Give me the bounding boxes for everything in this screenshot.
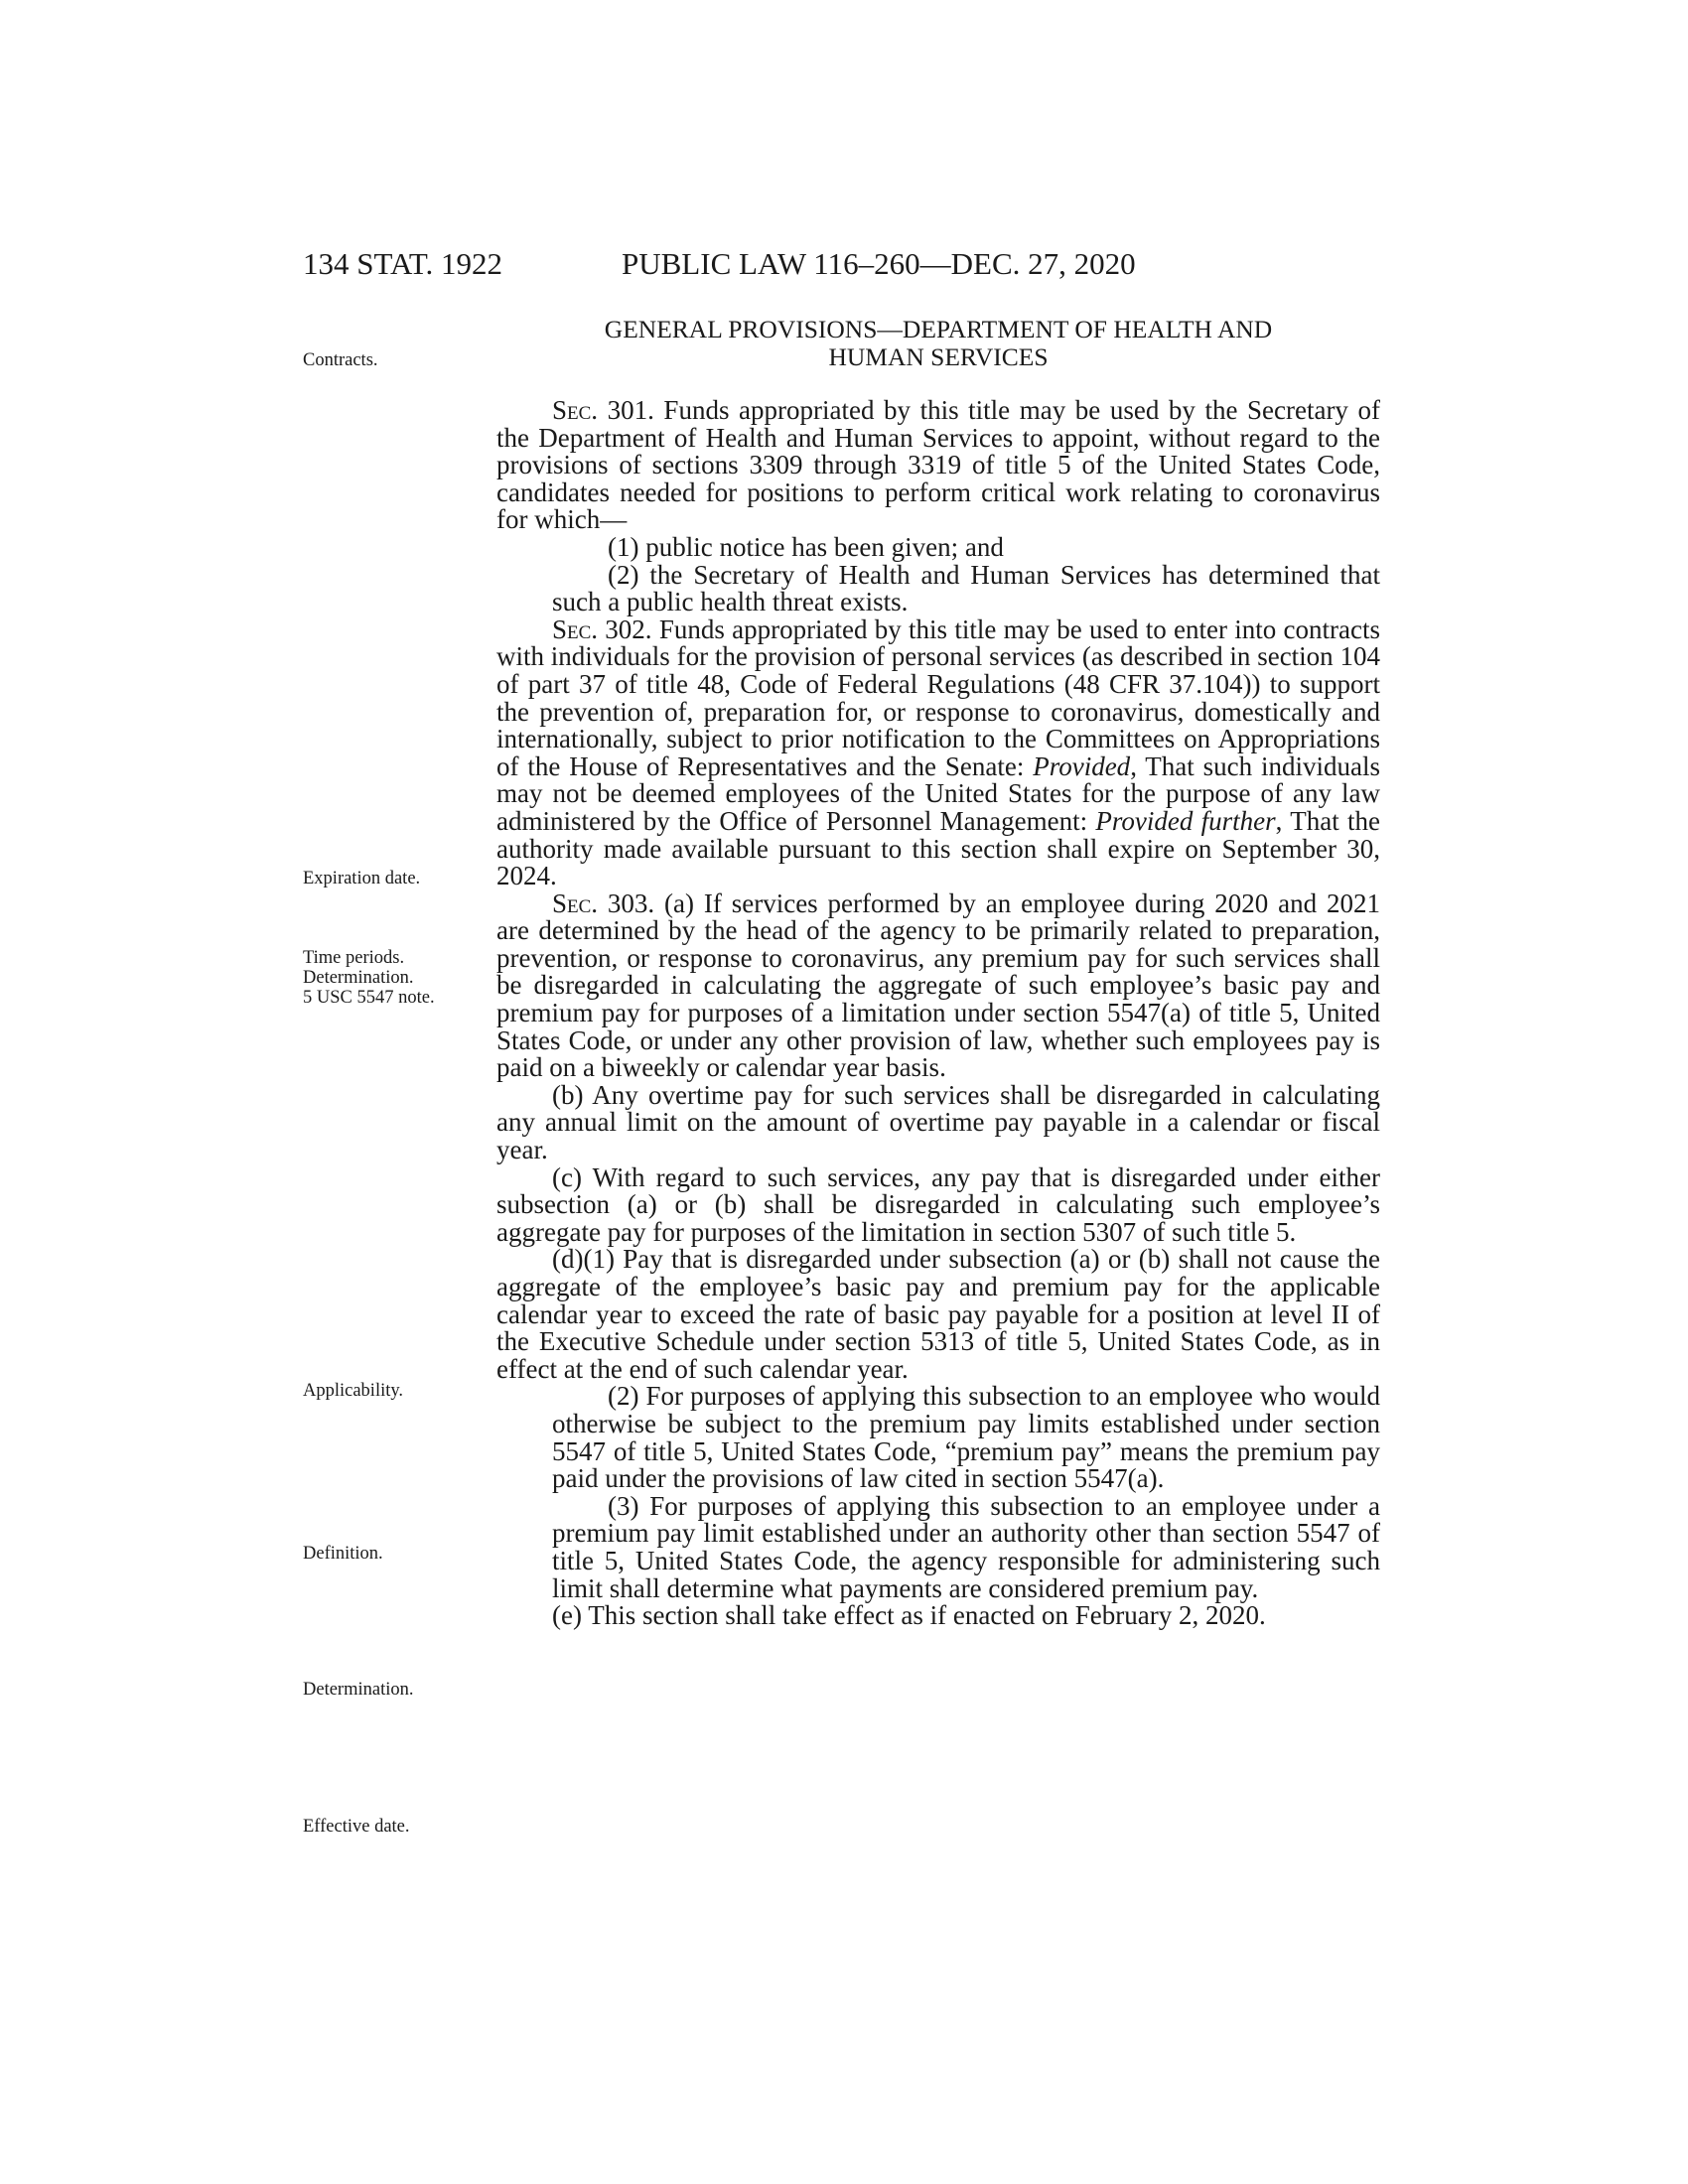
section-302-text-a: 302. Funds appropriated by this title may be used to enter into contracts with individuals for the provision of personal services (as described in section 104 of part 37 of title 48, Code of Federal Regulations (48 CFR 37.104)) to support the prevention of, preparation for, or response to coronavirus, domestically and internationally, subject to prior notification to the Committees on Appropriations of the House of Representatives and the Senate:	[496, 614, 1380, 781]
margin-note-determination: Determination.	[303, 968, 414, 988]
heading-line-1: GENERAL PROVISIONS—DEPARTMENT OF HEALTH AND	[604, 315, 1273, 343]
provided-further-proviso: Provided further	[1095, 805, 1276, 836]
section-303-subsection-c: (c) With regard to such services, any pay that is disregarded under either subsection (a) or (b) shall be disregarded in calculating such employee’s aggregate pay for purposes of the limitation in section 5307 of such title 5.	[496, 1161, 1380, 1247]
section-301-paragraph	[496, 397, 1380, 534]
section-303-subsection-d1: (d)(1) Pay that is disregarded under subsection (a) or (b) shall not cause the aggregate of the employee’s basic pay and premium pay for the applicable calendar year to exceed the rate of basic pay payable for a position at level II of the Executive Schedule under section 5313 of title 5, United States Code, as in effect at the end of such calendar year.	[496, 1244, 1380, 1384]
section-302-text-b: , That such individuals may not be deemed employees of the United States for the purpose of any law administered by the Office of Personnel Management:	[496, 751, 1380, 836]
section-303-subsection-d3: (3) For purposes of applying this subsection to an employee under a premium pay limit established under an authority other than section 5547 of title 5, United States Code, the agency responsible for administering such limit shall determine what payments are considered premium pay.	[552, 1490, 1380, 1603]
section-301-item-2: (2) the Secretary of Health and Human Services has determined that such a public health threat exists.	[552, 559, 1380, 617]
section-heading	[496, 316, 1380, 371]
section-label: Sec.	[552, 395, 599, 425]
heading-line-2: HUMAN SERVICES	[828, 342, 1049, 371]
margin-note-definition: Definition.	[303, 1544, 383, 1564]
section-302-text-c: , That the authority made available pursuant to this section shall expire on September 30, 2024.	[496, 805, 1380, 891]
margin-note-determination-2: Determination.	[303, 1680, 414, 1700]
statute-body	[496, 397, 1380, 1630]
margin-note-contracts: Contracts.	[303, 350, 378, 370]
margin-note-time-periods: Time periods.	[303, 948, 405, 968]
section-303-subsection-d2: (2) For purposes of applying this subsection to an employee who would otherwise be subject to the premium pay limits established under section 5547 of title 5, United States Code, “premium pay” means the premium pay paid under the provisions of law cited in section 5547(a).	[552, 1381, 1380, 1494]
public-law-header: PUBLIC LAW 116–260—DEC. 27, 2020	[622, 246, 1136, 281]
statute-page-reference: 134 STAT. 1922	[303, 246, 503, 281]
provided-proviso: Provided	[1033, 751, 1131, 781]
section-301-item-1: (1) public notice has been given; and	[608, 531, 1004, 562]
section-302-paragraph	[496, 616, 1380, 890]
section-303-subsection-e: (e) This section shall take effect as if enacted on February 2, 2020.	[552, 1600, 1266, 1631]
margin-note-applicability: Applicability.	[303, 1381, 404, 1401]
margin-note-expiration-date: Expiration date.	[303, 869, 421, 888]
section-303-subsection-b: (b) Any overtime pay for such services shall be disregarded in calculating any annual limit on the amount of overtime pay payable in a calendar or fiscal year.	[496, 1079, 1380, 1165]
section-301-text: 301. Funds appropriated by this title may be used by the Secretary of the Department of Health and Human Services to appoint, without regard to the provisions of sections 3309 through 3319 of title 5 of the United States Code, candidates needed for positions to perform critical work relating to coronavirus for which—	[496, 395, 1380, 535]
section-303-subsection-a	[496, 887, 1380, 1083]
section-label: Sec.	[552, 614, 599, 644]
section-label: Sec.	[552, 887, 599, 918]
section-303-a-text: 303. (a) If services performed by an employee during 2020 and 2021 are determined by the head of the agency to be primarily related to preparation, prevention, or response to coronavirus, any premium pay for such services shall be disregarded in calculating the aggregate of such employee’s basic pay and premium pay for purposes of a limitation under section 5547(a) of title 5, United States Code, or under any other provision of law, whether such employees pay is paid on a biweekly or calendar year basis.	[496, 887, 1380, 1083]
margin-note-effective-date: Effective date.	[303, 1817, 410, 1837]
margin-note-usc-reference: 5 USC 5547 note.	[303, 988, 435, 1008]
